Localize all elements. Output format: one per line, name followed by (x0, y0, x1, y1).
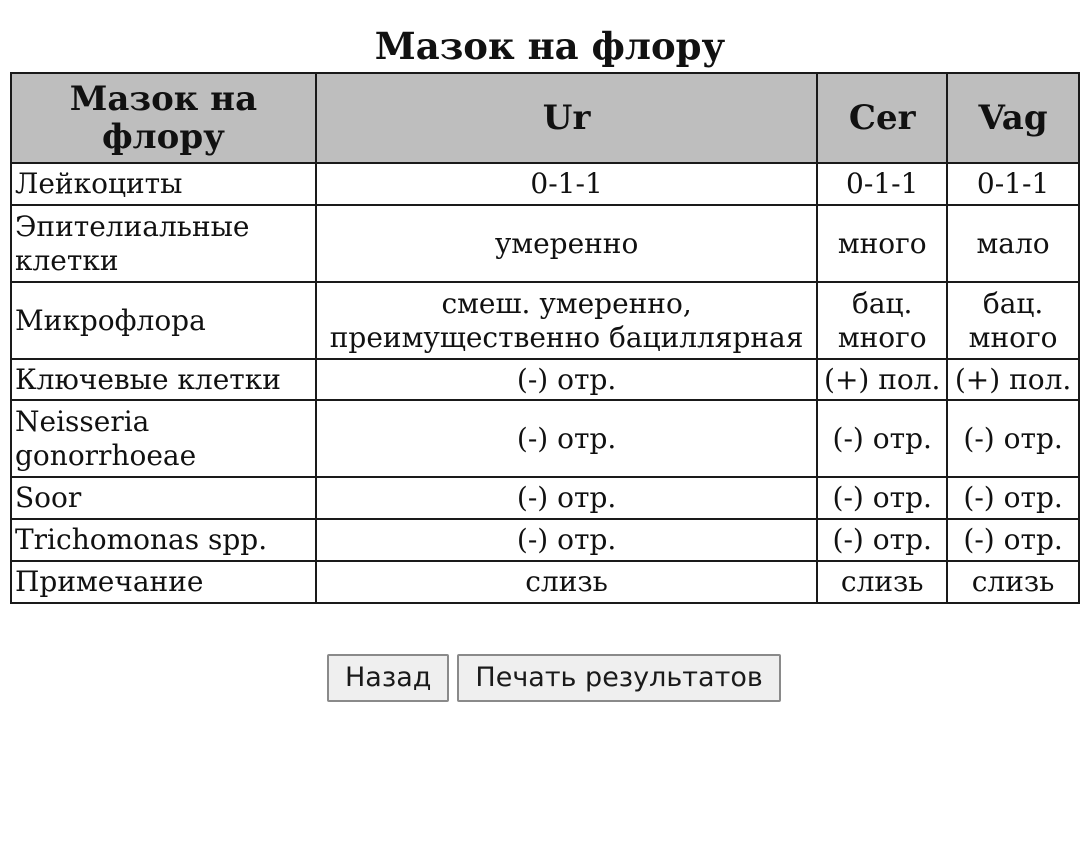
header-cer: Cer (817, 73, 947, 163)
row-label: Neisseria gonorrhoeae (11, 400, 316, 477)
row-label: Soor (11, 477, 316, 519)
value-vag: (-) отр. (947, 477, 1079, 519)
results-table (10, 72, 1080, 604)
value-vag: (-) отр. (947, 519, 1079, 561)
back-button[interactable]: Назад (327, 654, 449, 702)
value-cer: (-) отр. (817, 400, 947, 477)
value-cer: слизь (817, 561, 947, 603)
value-vag: (-) отр. (947, 400, 1079, 477)
value-ur: слизь (316, 561, 817, 603)
header-ur: Ur (316, 73, 817, 163)
value-cer: бац. много (817, 282, 947, 359)
value-ur: умеренно (316, 205, 817, 282)
page-title: Мазок на флору (374, 24, 726, 68)
value-ur: (-) отр. (316, 400, 817, 477)
row-label: Trichomonas spp. (11, 519, 316, 561)
value-ur: смеш. умеренно, преимущественно бациллярная (316, 282, 817, 359)
value-ur: (-) отр. (316, 519, 817, 561)
value-ur: 0-1-1 (316, 163, 817, 205)
table-row (11, 282, 1079, 359)
print-results-button[interactable]: Печать результатов (457, 654, 780, 702)
value-cer: много (817, 205, 947, 282)
value-ur: (-) отр. (316, 359, 817, 400)
action-buttons (327, 654, 781, 702)
value-ur: (-) отр. (316, 477, 817, 519)
row-label: Эпителиальные клетки (11, 205, 316, 282)
table-row (11, 205, 1079, 282)
value-vag: 0-1-1 (947, 163, 1079, 205)
row-label: Ключевые клетки (11, 359, 316, 400)
table-row (11, 477, 1079, 519)
table-row (11, 519, 1079, 561)
value-vag: слизь (947, 561, 1079, 603)
value-cer: (-) отр. (817, 519, 947, 561)
value-cer: 0-1-1 (817, 163, 947, 205)
table-row (11, 561, 1079, 603)
row-label: Микрофлора (11, 282, 316, 359)
row-label: Лейкоциты (11, 163, 316, 205)
value-vag: (+) пол. (947, 359, 1079, 400)
value-cer: (-) отр. (817, 477, 947, 519)
header-vag: Vag (947, 73, 1079, 163)
value-vag: мало (947, 205, 1079, 282)
row-label: Примечание (11, 561, 316, 603)
value-vag: бац. много (947, 282, 1079, 359)
table-row (11, 359, 1079, 400)
value-cer: (+) пол. (817, 359, 947, 400)
table-row (11, 163, 1079, 205)
table-row (11, 400, 1079, 477)
table-header-row (11, 73, 1079, 163)
header-test: Мазок на флору (11, 73, 316, 163)
